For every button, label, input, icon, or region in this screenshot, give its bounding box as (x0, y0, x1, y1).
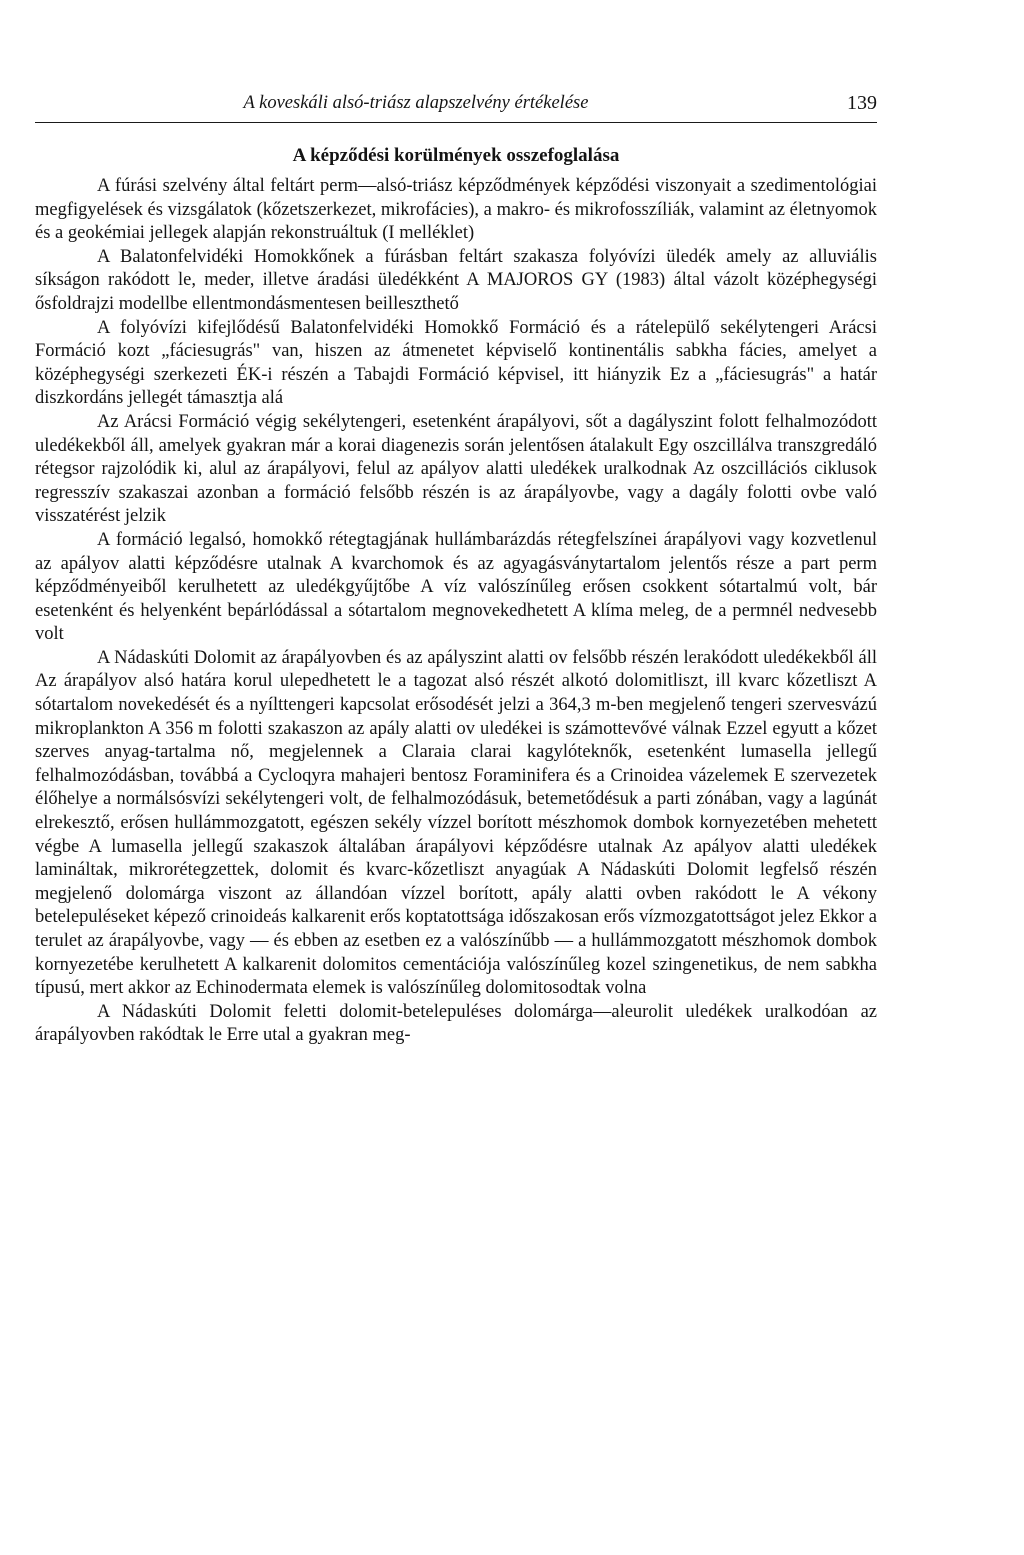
paragraph: A formáció legalsó, homokkő rétegtagjának hullámbarázdás rétegfelszínei árapályovi vagy kozvetlenul az apályov alatti képződésre utalnak A kvarchomok és az agyagásványtartalom jelentős része a part perm képződményeiből kerulhetett az uledékgyűjtőbe A víz valószínűleg erősen csokkent sótartalmú volt, bár esetenként és helyenként bepárlódással a sótartalom megnovekedhetett A klíma meleg, de a permnél nedvesebb volt (35, 529, 877, 645)
paragraph: A fúrási szelvény által feltárt perm—alsó-triász képződmények képződési viszonyait a szedimentológiai megfigyelések és vizsgálatok (kőzetszerkezet, mikrofácies), a makro- és mikrofosszíliák, valamint az életnyomok és a geokémiai jellegek alapján rekonstruáltuk (I melléklet) (35, 176, 877, 244)
running-header (35, 90, 877, 123)
paragraph: Az Arácsi Formáció végig sekélytengeri, esetenként árapályovi, sőt a dagályszint folott felhalmozódott uledékekből áll, amelyek gyakran már a korai diagenezis során jelentősen átalakult Egy oszcillálva transzgredáló rétegsor rajzolódik ki, alul az árapályovi, felul az apályov alatti uledékek uralkodnak Az oszcillációs ciklusok regresszív szakaszai azonban a formáció felsőbb részén is az árapályovbe, vagy a dagály folotti ovbe való visszatérést jelzik (35, 411, 877, 527)
paragraph: A Balatonfelvidéki Homokkőnek a fúrásban feltárt szakasza folyóvízi üledék amely az alluviális síkságon rakódott le, meder, illetve áradási üledékként A MAJOROS GY (1983) által vázolt középhegységi ősfoldrajzi modellbe ellentmondásmentesen beilleszthető (35, 246, 877, 314)
paragraph: A Nádaskúti Dolomit az árapályovben és az apályszint alatti ov felsőbb részén lerakódott uledékekből áll Az árapályov alsó határa korul ulepedhetett le a tagozat alsó részét alkotó dolomitliszt, ill kvarc kőzetliszt A sótartalom novekedését és a nyílttengeri kapcsolat erősodését jelzi a 364,3 m-ben megjelenő tengeri szervesvázú mikroplankton A 356 m folotti szakaszon az apály alatti ov uledékei is számottevővé válnak Ezzel egyutt a kőzet szerves anyag-tartalma nő, megjelennek a Claraia clarai kagylóteknők, esetenként lumasella jellegű felhalmozódásban, továbbá a Cycloqyra mahajeri bentosz Foraminifera és a Crinoidea vázelemek E szervezetek élőhelye a normálsósvízi sekélytengeri volt, de felhalmozódásuk, betemetődésuk a parti zónában, vagy a lagúnát elrekesztő, erősen hullámmozgatott, egészen sekély vízzel borított mészhomok dombok kornyezetében mehetett végbe A lumasella jellegű szakaszok általában árapályovi képződésre utalnak Az apályov alatti uledékek lamináltak, mikrorétegzettek, dolomit és kvarc-kőzetliszt anyagúak A Nádaskúti Dolomit legfelső részén megjelenő dolomárga viszont az állandóan vízzel borított, apály alatti ovben rakódott le A vékony betelepuléseket képező crinoideás kalkarenit erős koptatottsága időszakosan erős vízmozgatottságot jelez Ekkor a terulet az árapályovbe, vagy — és ebben az esetben ez a valószínűbb — a hullámmozgatott mészhomok dombok kornyezetébe kerulhetett A kalkarenit dolomitos cementációja valószínűleg kozel szingenetikus, de nem sabkha típusú, mert akkor az Echinodermata elemek is valószínűleg dolomitosodtak volna (35, 647, 877, 999)
page-number: 139 (847, 92, 877, 114)
paragraph: A Nádaskúti Dolomit feletti dolomit-betelepuléses dolomárga—aleurolit uledékek uralkodóan az árapályovben rakódtak le Erre utal a gyakran meg- (35, 1001, 877, 1046)
running-title: A koveskáli alsó-triász alapszelvény értékelése (243, 93, 589, 113)
paragraph: A folyóvízi kifejlődésű Balatonfelvidéki Homokkő Formáció és a rátelepülő sekélytengeri Arácsi Formáció kozt „fáciesugrás" van, hiszen az átmenetet képviselő kontinentális sabkha fácies, amelyet a középhegységi szerkezeti ÉK-i részén a Tabajdi Formáció képvisel, itt hiányzik Ez a „fáciesugrás" a határ diszkordáns jellegét támasztja alá (35, 317, 877, 409)
section-heading: A képződési korülmények osszefoglalása (292, 145, 620, 166)
document-page (35, 90, 877, 1048)
